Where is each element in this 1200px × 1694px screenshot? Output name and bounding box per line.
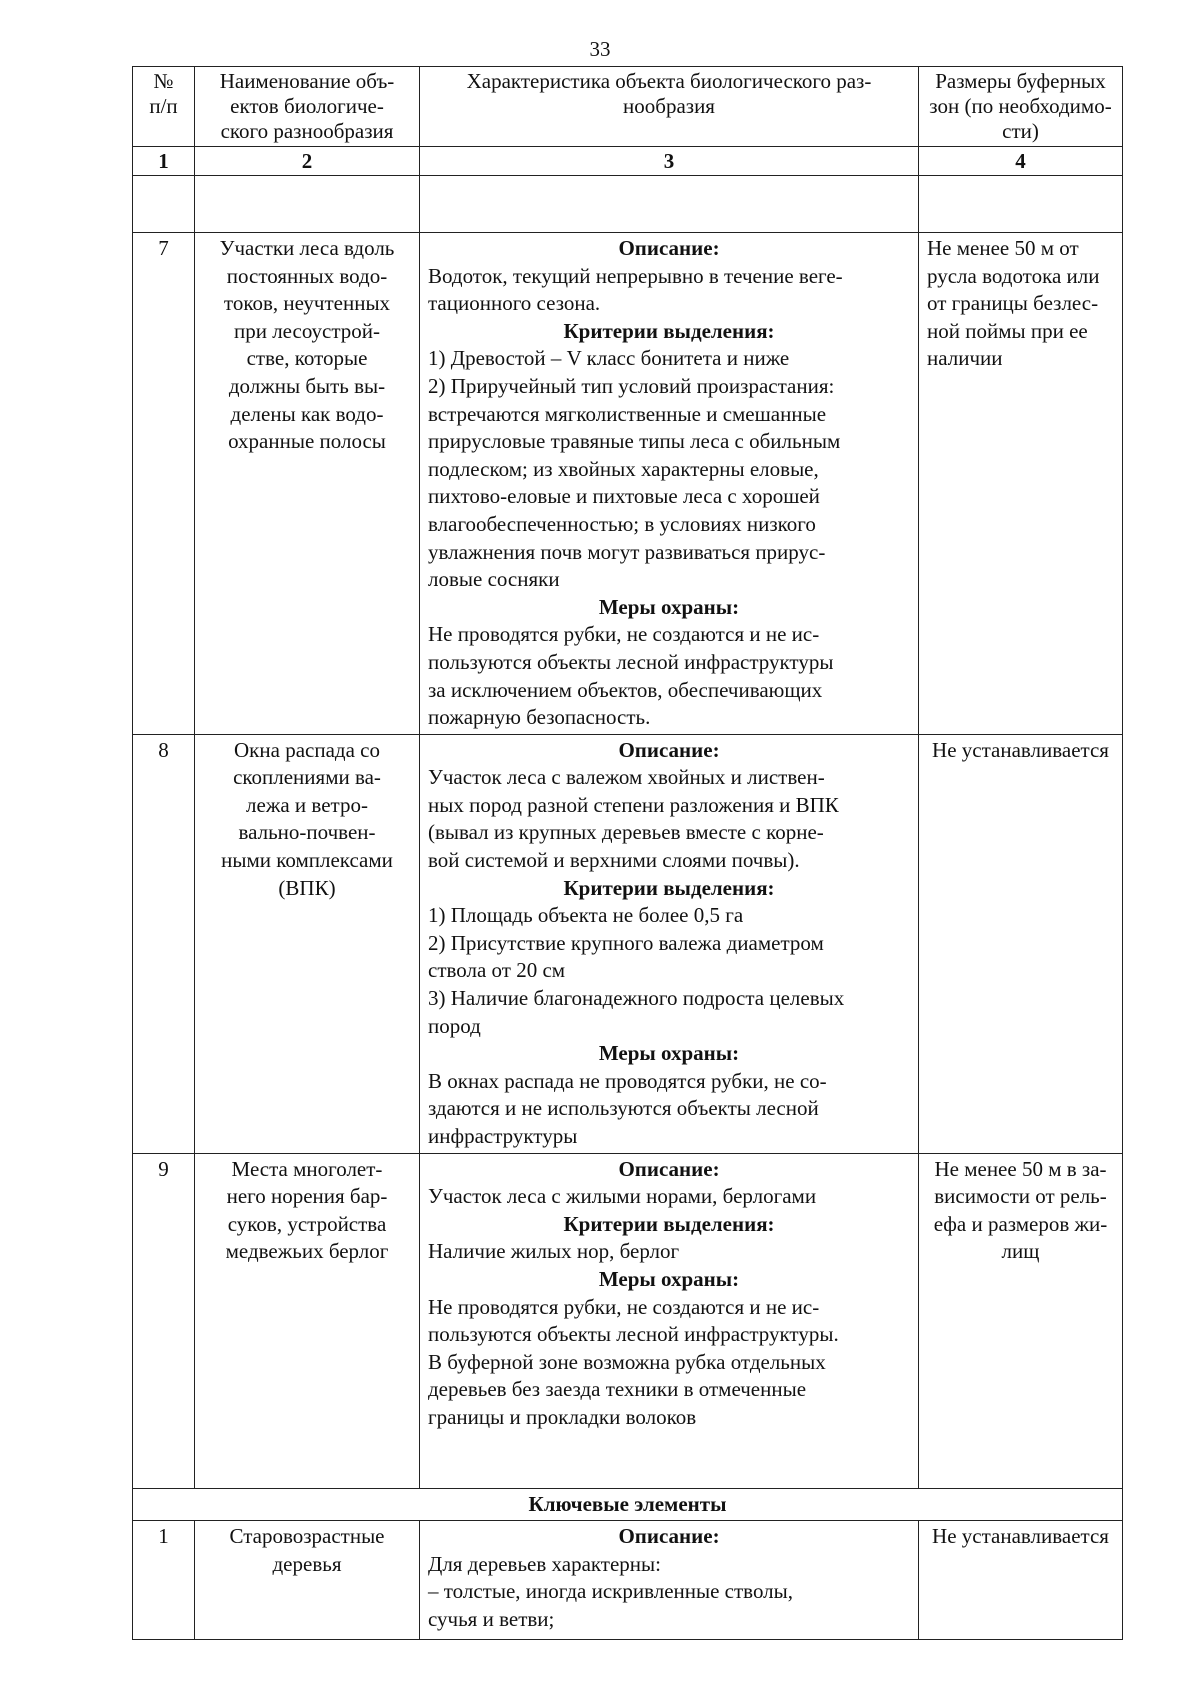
description-line: ных пород разной степени разложения и ВПК: [428, 792, 839, 817]
criteria-line: прирусловые травяные типы леса с обильным: [428, 429, 841, 454]
buffer-line: Не устанавливается: [932, 737, 1109, 762]
criteria-line: встречаются мягколиственные и смешанные: [428, 401, 827, 426]
protection-line: В окнах распада не проводятся рубки, не со-: [428, 1068, 827, 1093]
header-line: Наименование объ-: [219, 69, 395, 93]
column-number: 4: [919, 147, 1123, 176]
criteria-line: пихтово-еловые и пихтовые леса с хорошей: [428, 484, 820, 509]
name-line: должны быть вы-: [228, 373, 386, 398]
header-line: Характеристика объекта биологического раз-: [466, 69, 872, 93]
criteria-heading: Критерии выделения:: [563, 318, 775, 343]
protection-line: здаются и не используются объекты лесной: [428, 1096, 819, 1121]
name-line: Старовозрастные: [229, 1524, 385, 1549]
description-line: – толстые, иногда искривленные стволы,: [428, 1579, 794, 1604]
buffer-line: ефа и размеров жи-: [933, 1211, 1108, 1236]
header-line: ского разнообразия: [220, 119, 394, 143]
criteria-heading: Критерии выделения:: [563, 1211, 775, 1236]
name-line: Участки леса вдоль: [219, 236, 395, 260]
protection-heading: Меры охраны:: [598, 594, 740, 619]
name-line: токов, неучтенных: [223, 291, 391, 316]
header-line: зон (по необходимо-: [929, 94, 1112, 118]
name-line: стве, которые: [246, 346, 368, 371]
protection-line: Не проводятся рубки, не создаются и не ис-: [428, 1294, 820, 1319]
criteria-line: пород: [428, 1013, 481, 1038]
name-line: Окна распада со: [234, 737, 380, 762]
protection-line: пожарную безопасность.: [428, 705, 651, 730]
buffer-line: от границы безлес-: [927, 291, 1099, 316]
row-number: 1: [133, 1521, 195, 1640]
buffer-line: Не устанавливается: [932, 1524, 1109, 1549]
biodiversity-table: [132, 66, 1123, 1640]
description-line: тационного сезона.: [428, 291, 601, 316]
column-number-row: [133, 147, 1123, 176]
buffer-line: Не менее 50 м от: [927, 236, 1079, 260]
column-number: 3: [420, 147, 919, 176]
criteria-line: ствола от 20 см: [428, 958, 566, 983]
object-characteristics: [420, 1521, 919, 1640]
name-line: суков, устройства: [227, 1211, 387, 1236]
description-line: Для деревьев характерны:: [428, 1551, 661, 1576]
name-line: охранные полосы: [228, 429, 386, 454]
name-line: ными комплексами: [221, 848, 393, 873]
name-line: делены как водо-: [230, 401, 384, 426]
protection-heading: Меры охраны:: [598, 1266, 740, 1291]
description-heading: Описание:: [618, 1524, 720, 1549]
object-name: [195, 734, 420, 1153]
criteria-line: 2) Присутствие крупного валежа диаметром: [428, 930, 824, 955]
buffer-line: Не менее 50 м в за-: [934, 1156, 1107, 1181]
header-cell: [195, 67, 420, 147]
protection-line: пользуются объекты лесной инфраструктуры: [428, 649, 834, 674]
name-line: лежа и ветро-: [246, 792, 368, 817]
protection-line: пользуются объекты лесной инфраструктуры.: [428, 1322, 839, 1347]
description-heading: Описание:: [618, 236, 720, 260]
blank-cell: [195, 176, 420, 233]
object-characteristics: [420, 734, 919, 1153]
name-line: постоянных водо-: [226, 263, 388, 288]
object-characteristics: [420, 1153, 919, 1488]
name-line: скоплениями ва-: [233, 765, 381, 790]
description-line: Участок леса с жилыми норами, берлогами: [428, 1184, 817, 1209]
description-line: вой системой и верхними слоями почвы).: [428, 848, 800, 873]
criteria-heading: Критерии выделения:: [563, 875, 775, 900]
row-number: 8: [133, 734, 195, 1153]
name-line: Места многолет-: [231, 1156, 383, 1181]
buffer-line: ной поймы при ее: [927, 318, 1088, 343]
criteria-line: 1) Древостой – V класс бонитета и ниже: [428, 346, 790, 371]
protection-line: Не проводятся рубки, не создаются и не ис-: [428, 622, 820, 647]
header-cell: [133, 67, 195, 147]
blank-cell: [420, 176, 919, 233]
criteria-line: 1) Площадь объекта не более 0,5 га: [428, 903, 744, 928]
description-line: Водоток, текущий непрерывно в течение веге-: [428, 263, 843, 288]
name-line: (ВПК): [278, 875, 336, 900]
buffer-line: наличии: [927, 346, 1003, 371]
protection-line: границы и прокладки волоков: [428, 1404, 697, 1429]
description-heading: Описание:: [618, 737, 720, 762]
buffer-line: лищ: [1001, 1239, 1040, 1264]
protection-line: инфраструктуры: [428, 1124, 578, 1148]
name-line: медвежьих берлог: [225, 1239, 389, 1264]
header-cell: [919, 67, 1123, 147]
section-header-row: [133, 1488, 1123, 1521]
page-number: 33: [589, 37, 611, 61]
criteria-line: 3) Наличие благонадежного подроста целевых: [428, 986, 845, 1011]
table-row: [133, 233, 1123, 735]
buffer-zone: [919, 1153, 1123, 1488]
header-line: ектов биологиче-: [230, 94, 384, 118]
table-row: [133, 1521, 1123, 1640]
name-line: него норения бар-: [226, 1184, 388, 1209]
row-number: 7: [133, 233, 195, 735]
object-name: [195, 1153, 420, 1488]
header-cell: [420, 67, 919, 147]
object-characteristics: [420, 233, 919, 735]
criteria-line: 2) Приручейный тип условий произрастания:: [428, 373, 835, 398]
buffer-zone: [919, 233, 1123, 735]
description-line: сучья и ветви;: [428, 1606, 555, 1631]
section-title: Ключевые элементы: [133, 1488, 1123, 1521]
header-line: сти): [1002, 119, 1039, 143]
header-line: №: [153, 69, 174, 93]
name-line: вально-почвен-: [238, 820, 376, 845]
buffer-line: русла водотока или: [927, 263, 1100, 288]
buffer-zone: [919, 734, 1123, 1153]
criteria-line: Наличие жилых нор, берлог: [428, 1239, 680, 1264]
buffer-line: висимости от рель-: [934, 1184, 1107, 1209]
blank-row: [133, 176, 1123, 233]
protection-line: за исключением объектов, обеспечивающих: [428, 677, 823, 702]
name-line: деревья: [272, 1551, 342, 1576]
object-name: [195, 1521, 420, 1640]
protection-heading: Меры охраны:: [598, 1041, 740, 1066]
row-number: 9: [133, 1153, 195, 1488]
criteria-line: увлажнения почв могут развиваться прирус-: [428, 539, 826, 564]
column-number: 2: [195, 147, 420, 176]
description-line: (вывал из крупных деревьев вместе с корне-: [428, 820, 824, 845]
header-line: Размеры буферных: [935, 69, 1106, 93]
criteria-line: ловые сосняки: [428, 567, 560, 592]
table-header-row: [133, 67, 1123, 147]
description-line: Участок леса с валежом хвойных и листвен-: [428, 765, 825, 790]
protection-line: В буферной зоне возможна рубка отдельных: [428, 1349, 826, 1374]
criteria-line: влагообеспеченностью; в условиях низкого: [428, 511, 816, 536]
protection-line: деревьев без заезда техники в отмеченные: [428, 1377, 807, 1402]
buffer-zone: [919, 1521, 1123, 1640]
description-heading: Описание:: [618, 1156, 720, 1181]
criteria-line: подлеском; из хвойных характерны еловые,: [428, 456, 819, 481]
header-line: п/п: [149, 94, 178, 118]
name-line: при лесоустрой-: [233, 318, 381, 343]
header-line: нообразия: [623, 94, 715, 118]
blank-cell: [133, 176, 195, 233]
table-row: [133, 1153, 1123, 1488]
object-name: [195, 233, 420, 735]
table-row: [133, 734, 1123, 1153]
column-number: 1: [133, 147, 195, 176]
blank-cell: [919, 176, 1123, 233]
